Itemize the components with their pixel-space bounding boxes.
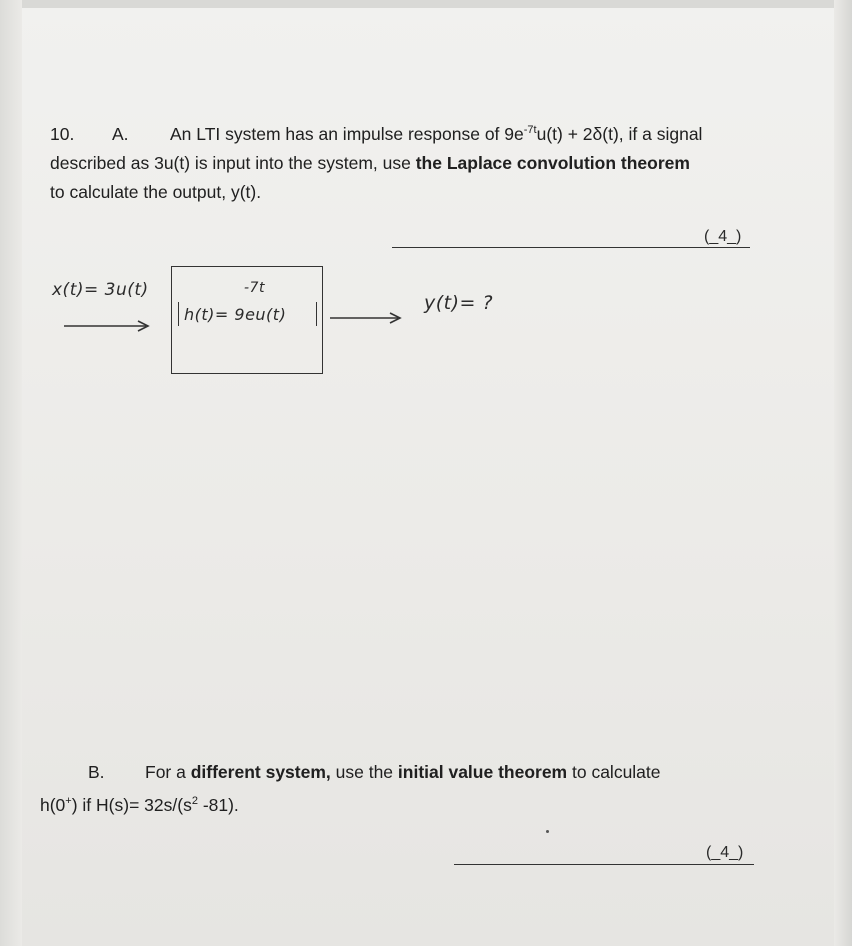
question-number: 10. (50, 123, 75, 144)
part-a-label: A. (112, 123, 129, 144)
question-10-line-2 (50, 149, 810, 178)
part-b-end: to calculate (567, 762, 661, 782)
answer-line-a[interactable] (392, 247, 750, 248)
question-10-text (50, 116, 810, 207)
page-left-edge (0, 0, 22, 946)
transfer-function-end: -81). (197, 794, 239, 815)
part-b-line-1 (40, 758, 820, 787)
part-b-text (40, 758, 820, 820)
ink-dot (546, 830, 549, 833)
initial-value-theorem-bold: initial value theorem (397, 762, 568, 782)
input-signal-text: described as 3u(t) is input into the system, use (50, 152, 416, 173)
part-b-intro: For a (145, 762, 191, 782)
handwritten-output: y(t)= ? (424, 292, 494, 314)
page-right-edge (834, 0, 852, 946)
convolution-theorem-bold: the Laplace convolution theorem (415, 152, 690, 173)
handwritten-input-signal: x(t)= 3u(t) (52, 280, 149, 300)
superscript-plus: + (65, 795, 72, 807)
part-b-mid: use the (330, 762, 398, 782)
h0-text: h(0 (40, 794, 66, 815)
score-a: (_4_) (704, 228, 742, 245)
part-b-line-2 (40, 787, 820, 820)
question-10-line-3: to calculate the output, y(t). (50, 181, 262, 202)
part-b-label: B. (88, 762, 105, 782)
question-10-line-1 (50, 116, 810, 149)
page-top-edge (0, 0, 852, 8)
handwritten-exponent: -7t (244, 280, 265, 296)
superscript-two: 2 (191, 795, 198, 807)
input-arrow-icon (62, 318, 162, 334)
answer-line-b[interactable] (454, 864, 754, 865)
handwritten-impulse-response: h(t)= 9eu(t) (184, 305, 287, 324)
impulse-response-text: An LTI system has an impulse response of 9e (170, 123, 524, 144)
transfer-function-text: ) if H(s)= 32s/(s (71, 794, 192, 815)
impulse-response-rest: u(t) + 2δ(t), if a signal (536, 123, 703, 144)
score-b: (_4_) (706, 844, 744, 861)
output-arrow-icon (328, 310, 408, 326)
different-system-bold: different system, (190, 762, 331, 782)
exponent-text: -7t (523, 124, 537, 136)
